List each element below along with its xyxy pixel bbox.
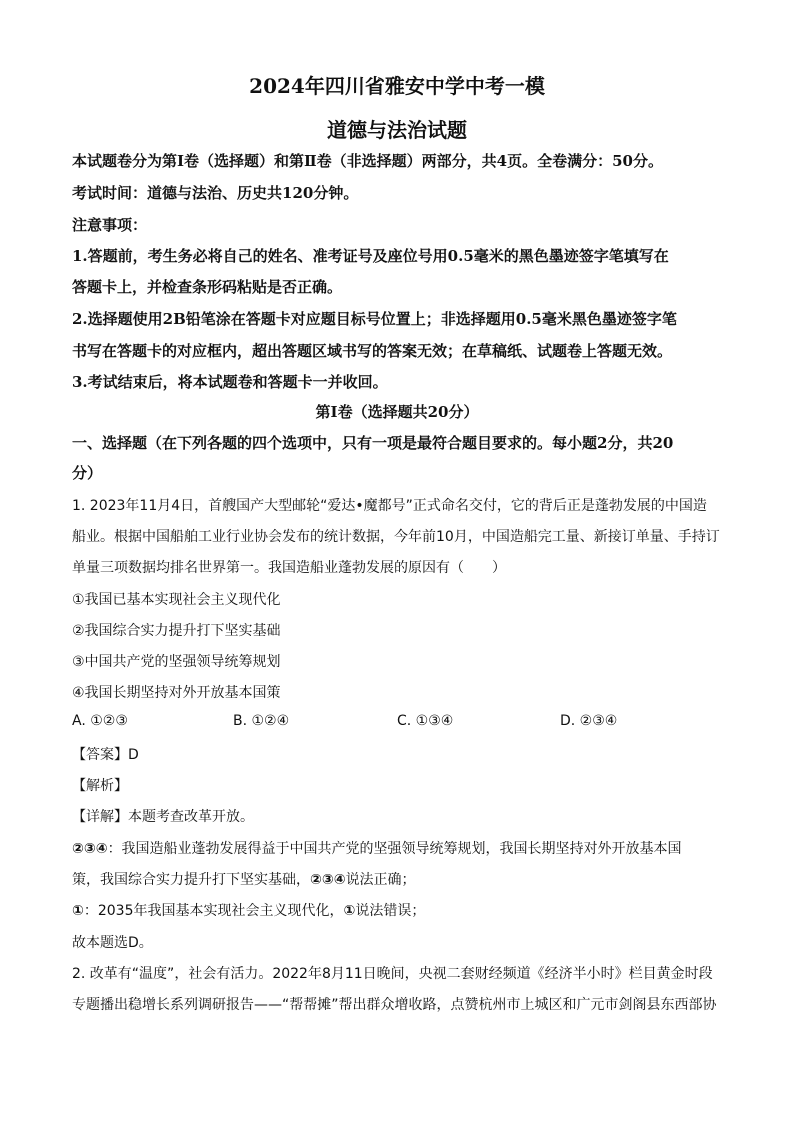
explanation-numbers: ②③④: [72, 841, 108, 857]
option-d: D. ②③④: [560, 713, 618, 729]
detail-label: 【详解】: [72, 809, 128, 825]
q1-statement-3: ③中国共产党的坚强领导统筹规划: [72, 654, 281, 670]
section-title: 第Ⅰ卷（选择题共20分）: [315, 403, 479, 421]
q2-line-1: 2. 改革有“温度”，社会有活力。2022年8月11日晚间，央视二套财经频道《经济半小时》栏目黄金时段: [72, 966, 713, 982]
detail-text: 本题考查改革开放。: [128, 809, 254, 825]
analysis-label: 【解析】: [72, 778, 128, 794]
q1-line-3: 单量三项数据均排名世界第一。我国造船业蓬勃发展的原因有（ ）: [72, 560, 506, 576]
explanation-number: ①: [343, 903, 356, 919]
q1-line-2: 船业。根据中国船舶工业行业协会发布的统计数据，今年前10月，中国造船完工量、新接订单量、手持订: [72, 529, 720, 545]
conclusion: 故本题选D。: [72, 935, 153, 951]
q2-line-2: 专题播出稳增长系列调研报告——“帮帮摊”帮出群众增收路，点赞杭州市上城区和广元市剑阁县东西部协: [72, 997, 717, 1013]
option-a: A. ①②③: [72, 713, 128, 729]
detail-row: [72, 806, 722, 826]
notice-1b: 答题卡上，并检查条形码粘贴是否正确。: [72, 278, 343, 296]
answer-row: [72, 744, 722, 764]
exam-subtitle: 道德与法治试题: [327, 118, 467, 142]
q1-statement-1: ①我国已基本实现社会主义现代化: [72, 592, 281, 608]
answer-value: D: [128, 747, 139, 763]
q1-statement-2: ②我国综合实力提升打下坚实基础: [72, 623, 281, 639]
explanation-1b: [72, 869, 722, 889]
q1-statement-4: ④我国长期坚持对外开放基本国策: [72, 685, 281, 701]
part-instruction-b: 分）: [72, 464, 103, 482]
explanation-text: ：2035年我国基本实现社会主义现代化，: [83, 903, 344, 919]
notice-title: 注意事项：: [72, 216, 148, 234]
explanation-1a: [72, 838, 722, 858]
notice-2a: 2.选择题使用2B铅笔涂在答题卡对应题目标号位置上；非选择题用0.5毫米黑色墨迹签字笔: [72, 310, 677, 328]
notice-3: 3.考试结束后，将本试题卷和答题卡一并收回。: [72, 373, 388, 391]
part-instruction-a: 一、选择题（在下列各题的四个选项中，只有一项是最符合题目要求的。每小题2分，共20: [72, 434, 674, 452]
explanation-2: [72, 900, 722, 920]
notice-1a: 1.答题前，考生务必将自己的姓名、准考证号及座位号用0.5毫米的黑色墨迹签字笔填写在: [72, 247, 669, 265]
answer-label: 【答案】: [72, 747, 128, 763]
explanation-text: 说法正确；: [345, 872, 416, 888]
q1-line-1: 1. 2023年11月4日，首艘国产大型邮轮“爱达•魔都号”正式命名交付，它的背后正是蓬勃发展的中国造: [72, 498, 707, 514]
exam-title: 2024年四川省雅安中学中考一模: [249, 74, 545, 98]
intro-line-2: 考试时间：道德与法治、历史共120分钟。: [72, 184, 359, 202]
option-c: C. ①③④: [397, 713, 454, 729]
explanation-numbers: ②③④: [310, 872, 346, 888]
option-b: B. ①②④: [233, 713, 290, 729]
notice-2b: 书写在答题卡的对应框内，超出答题区域书写的答案无效；在草稿纸、试题卷上答题无效。: [72, 342, 673, 360]
explanation-number: ①: [72, 903, 84, 919]
explanation-text: 策，我国综合实力提升打下坚实基础，: [72, 872, 310, 888]
intro-line-1: 本试题卷分为第Ⅰ卷（选择题）和第Ⅱ卷（非选择题）两部分，共4页。全卷满分：50分。: [72, 152, 663, 170]
explanation-text: ：我国造船业蓬勃发展得益于中国共产党的坚强领导统筹规划，我国长期坚持对外开放基本国: [107, 841, 682, 857]
explanation-text: 说法错误；: [355, 903, 426, 919]
